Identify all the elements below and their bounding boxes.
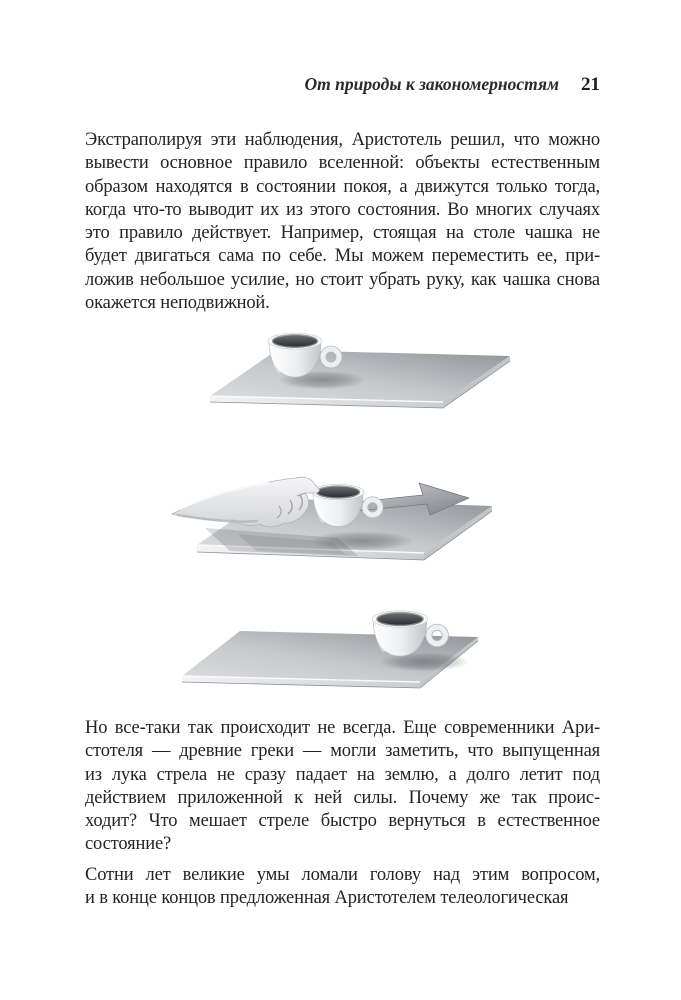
cup-shadow bbox=[278, 371, 366, 390]
text-line: стотеля — древние греки — могли заметить, что выпущенная bbox=[85, 741, 600, 762]
arm-shadow bbox=[238, 534, 346, 555]
pointing-hand bbox=[172, 477, 319, 527]
text-line: окажется неподвижной. bbox=[85, 293, 270, 314]
arm-shadow bbox=[205, 528, 358, 556]
page-header bbox=[85, 74, 600, 96]
paragraph-2 bbox=[85, 717, 600, 857]
paragraph-3 bbox=[85, 864, 600, 911]
paragraph-1 bbox=[85, 129, 600, 315]
text-line: и в конце концов предложенная Аристотелем телеологическая bbox=[85, 888, 569, 909]
text-line: это правило действует. Например, стоящая на столе чашка не bbox=[85, 223, 600, 244]
coffee-cup-icon bbox=[312, 484, 383, 526]
text-line: Экстраполируя эти наблюдения, Аристотель решил, что можно bbox=[85, 130, 600, 150]
cup-shadow bbox=[310, 531, 414, 551]
cup-shadow bbox=[379, 653, 469, 672]
text-line: действием приложенной к ней силы. Почему же так проис- bbox=[85, 787, 600, 808]
text-line: ложив небольшое усилие, но стоит убрать руку, как чашка снова bbox=[85, 269, 600, 290]
text-line: Но все-таки так происходит не всегда. Еще современники Ари- bbox=[85, 718, 600, 738]
page-number: 21 bbox=[581, 74, 600, 95]
table-surface bbox=[210, 350, 510, 408]
text-line: Сотни лет великие умы ломали голову над этим вопросом, bbox=[85, 865, 600, 885]
text-line: вывести основное правило вселенной: объекты естественным bbox=[85, 153, 600, 174]
figure-hand-pushing-cup bbox=[172, 477, 492, 560]
text-line: из лука стрела не сразу падает на землю, а долго летит под bbox=[85, 764, 600, 785]
coffee-cup-icon bbox=[372, 611, 448, 656]
figure-cup-at-rest bbox=[210, 333, 510, 408]
table-surface bbox=[182, 631, 478, 688]
text-line: будет двигаться сама по себе. Мы можем переместить ее, при- bbox=[85, 246, 600, 267]
text-line: ходит? Что мешает стреле быстро вернуться в естественное bbox=[85, 811, 600, 832]
text-line: когда что-то выводит их из этого состояния. Во многих случаях bbox=[85, 199, 600, 220]
coffee-cup-icon bbox=[268, 333, 342, 377]
push-direction-arrow-icon bbox=[355, 483, 469, 515]
table-surface bbox=[197, 498, 492, 560]
figure-cup-after-push bbox=[182, 611, 478, 688]
running-title: От природы к закономерностям bbox=[304, 74, 559, 94]
text-line: состояние? bbox=[85, 834, 172, 855]
text-line: образом находятся в состоянии покоя, а движутся только тогда, bbox=[85, 176, 600, 197]
